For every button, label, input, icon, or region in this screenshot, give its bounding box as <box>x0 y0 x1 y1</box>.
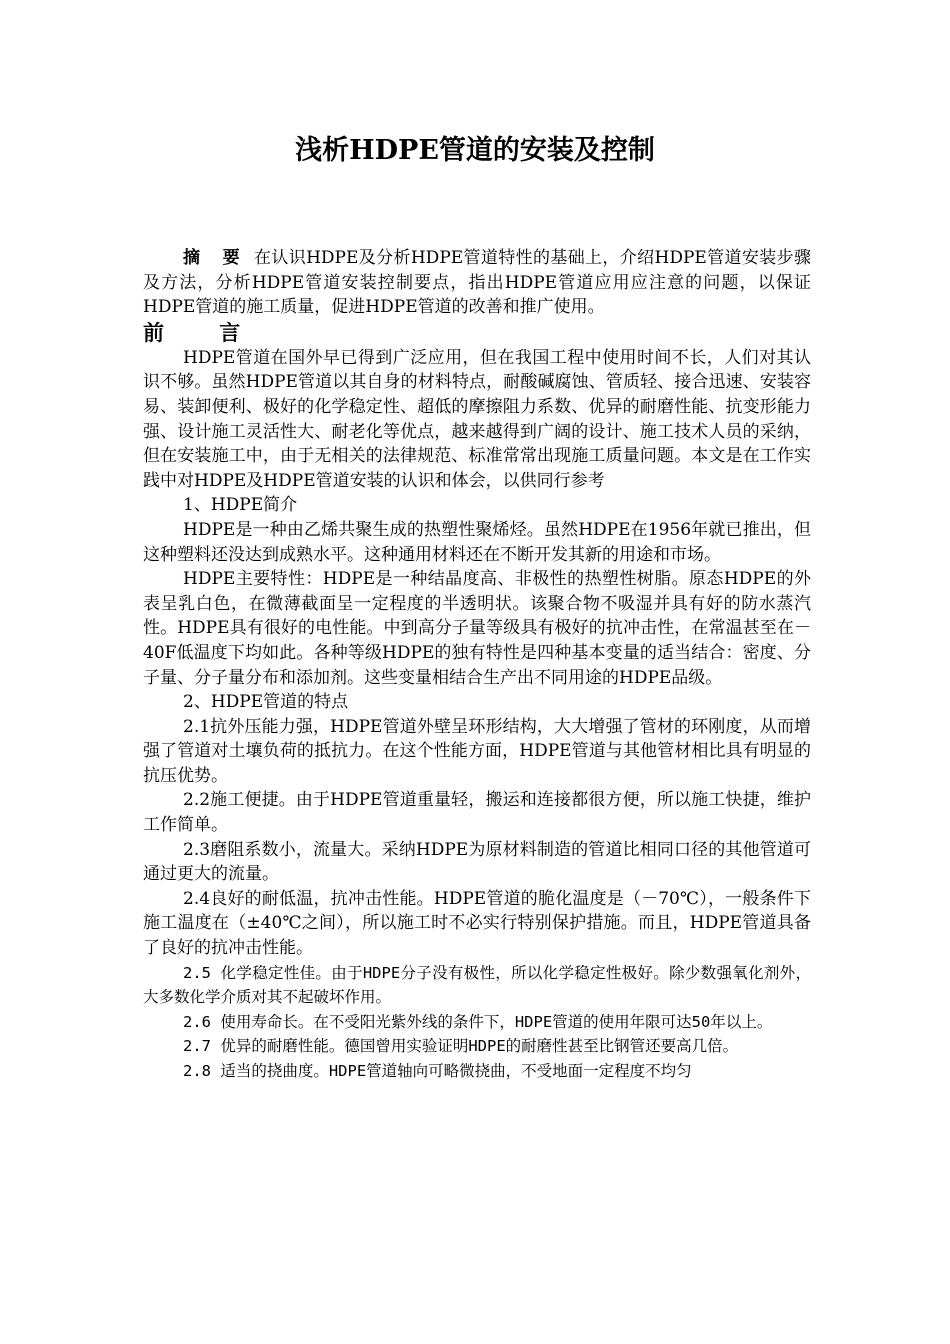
paragraph: HDPE主要特性：HDPE是一种结晶度高、非极性的热塑性树脂。原态HDPE的外表呈乳白色，在微薄截面呈一定程度的半透明状。该聚合物不吸湿并具有好的防水蒸汽性。HDPE具有很好的电性能。中到高分子量等级具有极好的抗冲击性，在常温甚至在－40F低温度下均如此。各种等级HDPE的独有特性是四种基本变量的适当结合：密度、分子量、分子量分布和添加剂。这些变量相结合生产出不同用途的HDPE品级。 <box>143 569 811 688</box>
section-heading: 2、HDPE管道的特点 <box>183 692 349 713</box>
abstract-text: 在认识HDPE及分析HDPE管道特性的基础上，介绍HDPE管道安装步骤及方法，分析HDPE管道安装控制要点，指出HDPE管道应用应注意的问题，以保证HDPE管道的施工质量，促进HDPE管道的改善和推广使用。 <box>143 248 811 318</box>
list-item: 2.7 优异的耐磨性能。德国曾用实验证明HDPE的耐磨性甚至比钢管还要高几倍。 <box>183 1037 739 1056</box>
list-item: 2.3磨阻系数小，流量大。采纳HDPE为原材料制造的管道比相同口径的其他管道可通过更大的流量。 <box>143 839 811 885</box>
paragraph: HDPE是一种由乙烯共聚生成的热塑性聚烯烃。虽然HDPE在1956年就已推出，但这种塑料还没达到成熟水平。这种通用材料还在不断开发其新的用途和市场。 <box>143 519 811 565</box>
abstract-label: 摘 要 <box>183 248 249 268</box>
list-item: 2.4良好的耐低温，抗冲击性能。HDPE管道的脆化温度是（－70℃），一般条件下施工温度在（±40℃之间），所以施工时不必实行特别保护措施。而且，HDPE管道具备了良好的抗冲击性能。 <box>143 888 811 959</box>
list-item: 2.6 使用寿命长。在不受阳光紫外线的条件下，HDPE管道的使用年限可达50年以上。 <box>183 1012 773 1031</box>
list-item: 2.5 化学稳定性佳。由于HDPE分子没有极性，所以化学稳定性极好。除少数强氧化剂外，大多数化学介质对其不起破坏作用。 <box>143 963 811 1007</box>
section-heading: 1、HDPE简介 <box>183 495 298 516</box>
preface-heading: 前 言 <box>143 319 265 345</box>
list-item: 2.1抗外压能力强，HDPE管道外壁呈环形结构，大大增强了管材的环刚度，从而增强了管道对土壤负荷的抵抗力。在这个性能方面，HDPE管道与其他管材相比具有明显的抗压优势。 <box>143 716 811 786</box>
list-item: 2.2施工便捷。由于HDPE管道重量轻，搬运和连接都很方便，所以施工快捷，维护工作简单。 <box>143 790 811 836</box>
document-title: 浅析HDPE管道的安装及控制 <box>295 135 655 166</box>
abstract-paragraph <box>143 246 811 320</box>
list-item: 2.8 适当的挠曲度。HDPE管道轴向可略微挠曲，不受地面一定程度不均匀 <box>183 1062 692 1080</box>
preface-paragraph: HDPE管道在国外早已得到广泛应用，但在我国工程中使用时间不长，人们对其认识不够。虽然HDPE管道以其自身的材料特点，耐酸碱腐蚀、管质轻、接合迅速、安装容易、装卸便利、极好的化学稳定性、超低的摩擦阻力系数、优异的耐磨性能、抗变形能力强、设计施工灵活性大、耐老化等优点，越来越得到广阔的设计、施工技术人员的采纳，但在安装施工中，由于无相关的法律规范、标准常常出现施工质量问题。本文是在工作实践中对HDPE及HDPE管道安装的认识和体会，以供同行参考 <box>143 347 811 491</box>
document-body <box>143 246 811 1084</box>
